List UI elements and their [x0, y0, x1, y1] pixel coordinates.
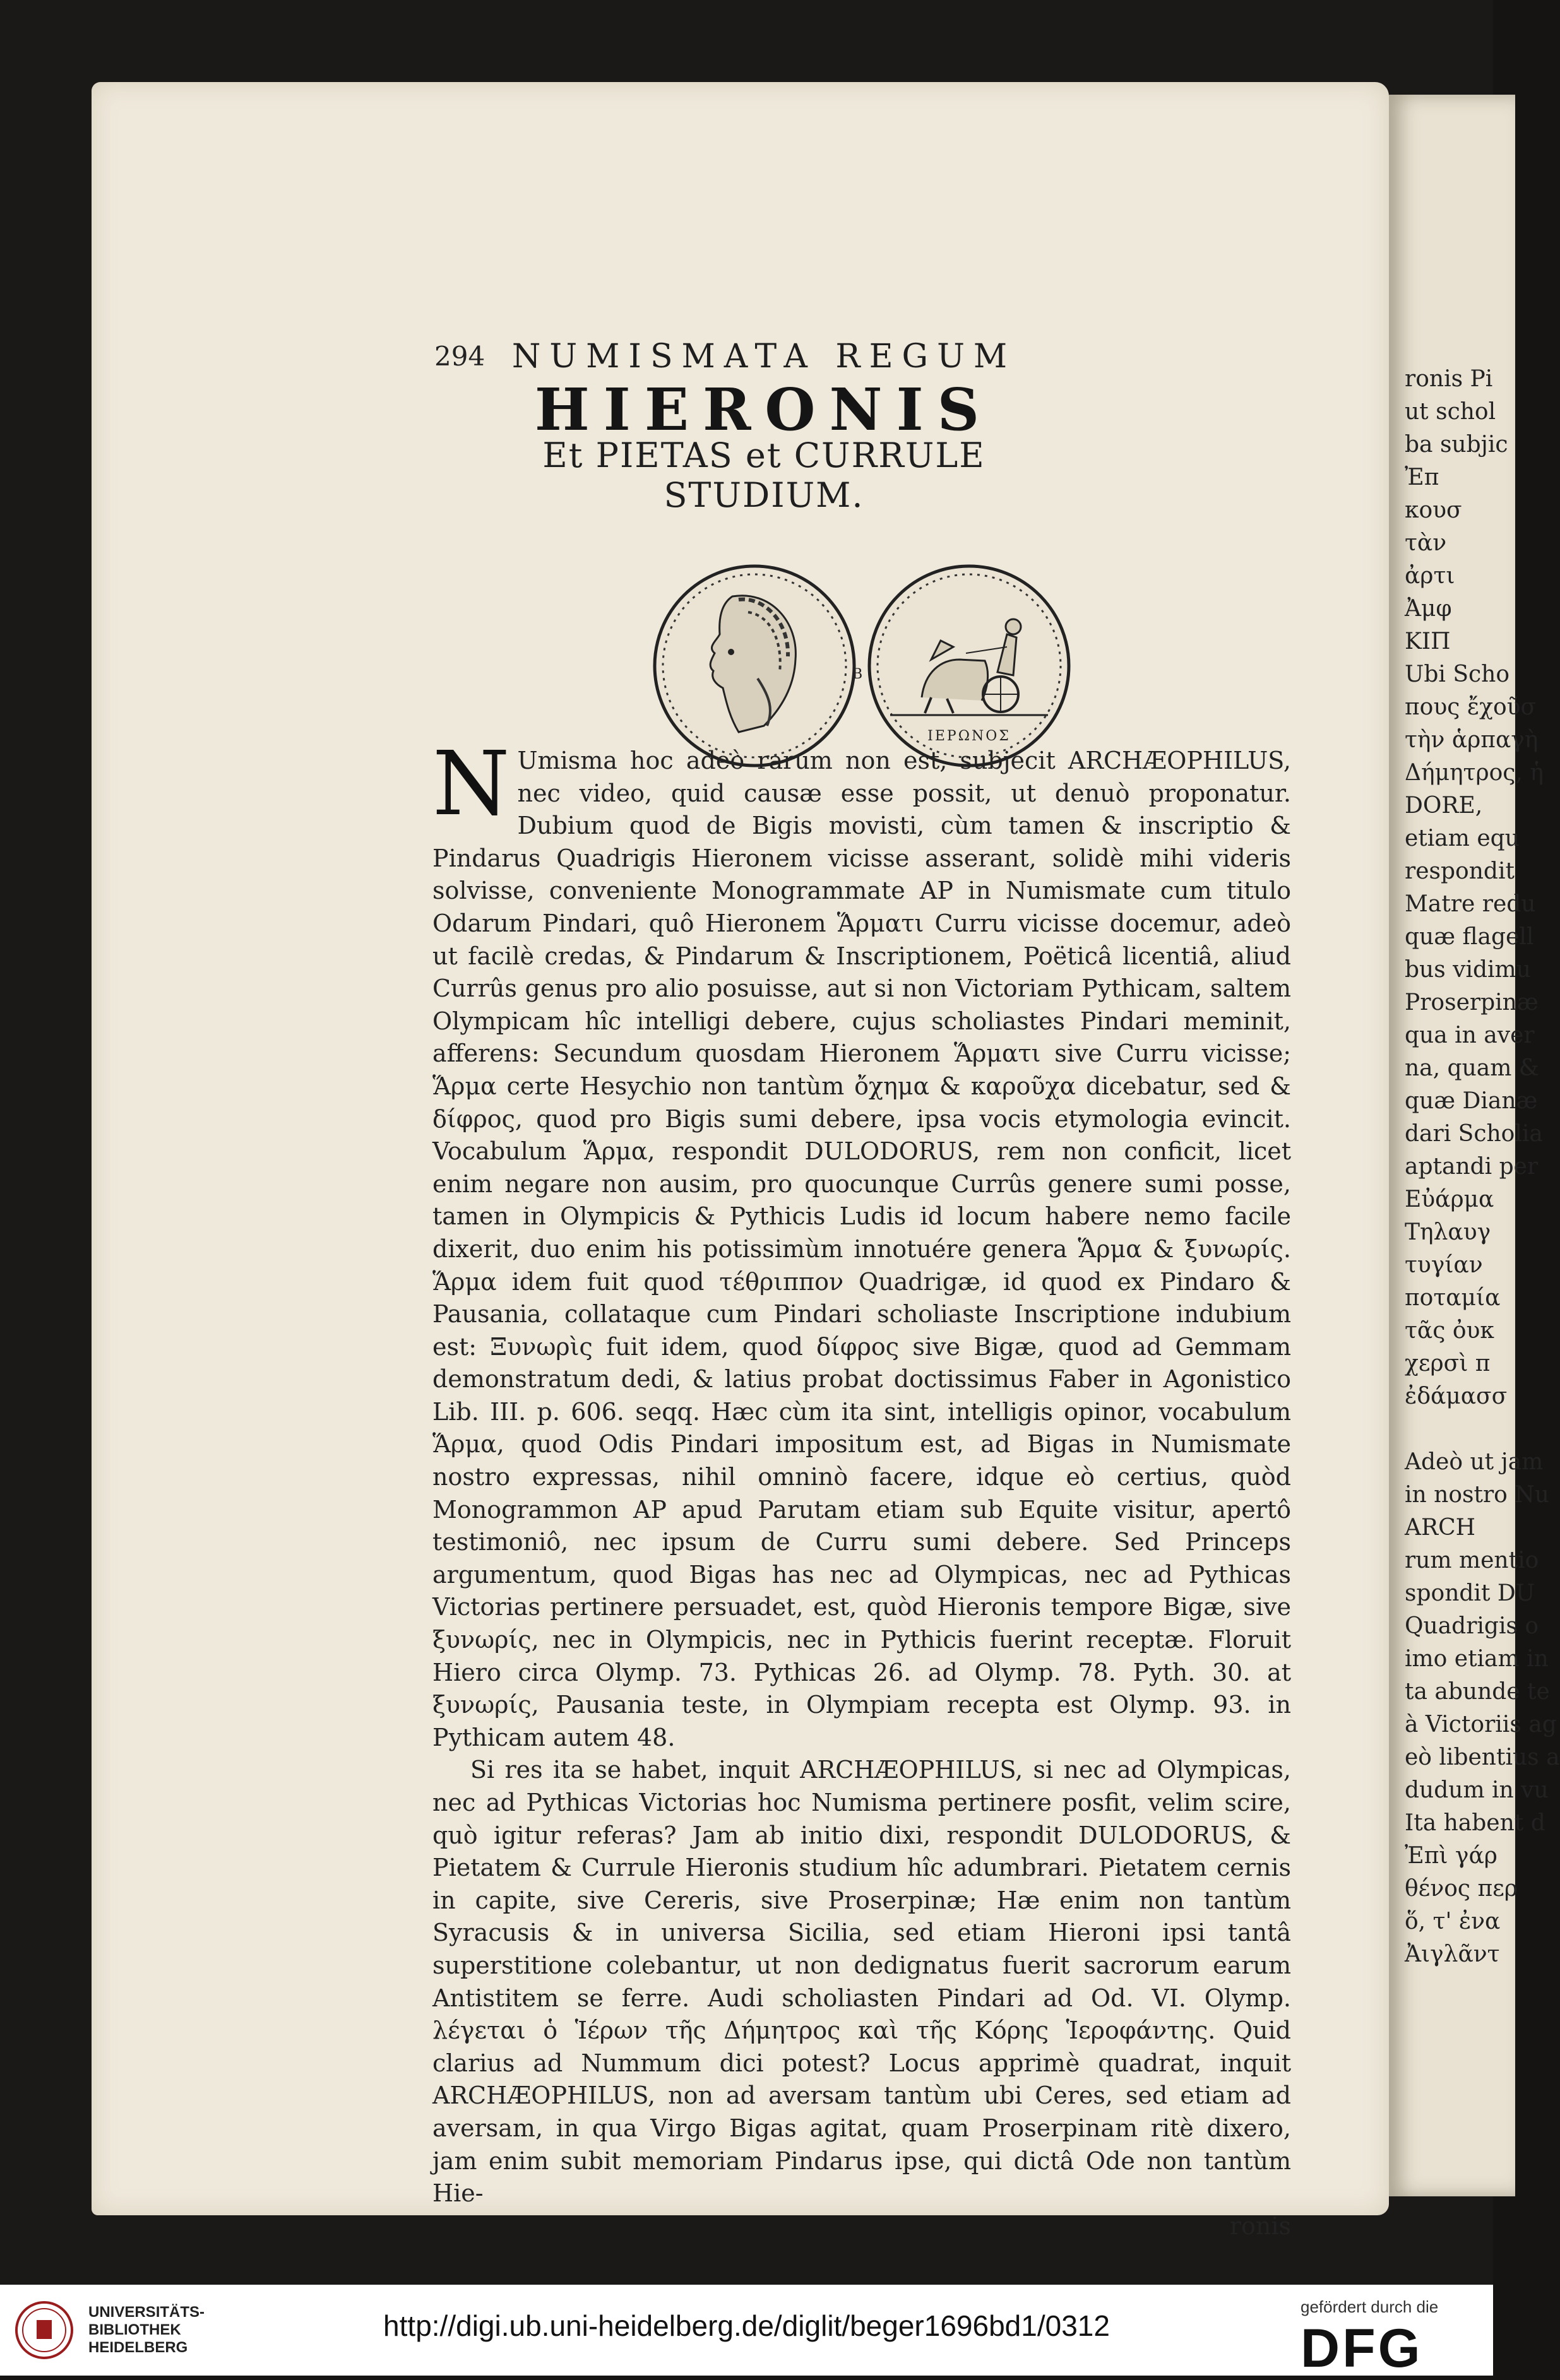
facing-page-line: ba subjic	[1405, 432, 1508, 458]
paragraph-1-text: Umisma hoc adeò rarum non est, subjecit ARCHÆOPHILUS, nec video, quid causæ esse possit, ut denuò proponatur. Dubium quod de Bigis movisti, cùm tamen & inscriptio & Pindarus Quadrigis Hieronem vicisse asserant, solidè mihi videris solvisse, conveniente Monogrammate AP in Numismate cum titulo Odarum Pindari, quô Hieronem Ἅρματι Curru vicisse docemur, adeò ut facilè credas, & Pindarum & Inscriptionem, Poëticâ licentiâ, aliud Currûs genus pro alio posuisse, aut si non Victoriam Pythicam, saltem Olympicam hîc intelligi debere, cujus scholiastes Pindari meminit, afferens: Secundum quosdam Hieronem Ἅρματι sive Curru vicisse; Ἅρμα certe Hesychio non tantùm ὄχημα & καροῦχα dicebatur, sed & δίφρος, quod pro Bigis sumi debere, ipsa vocis etymologia evincit. Vocabulum Ἅρμα, respondit DULODORUS, rem non conficit, licet enim negare non ausim, pro quocunque Currûs genere sumi posse, tamen in Olympicis & Pythicis Ludis id locum habere nemo facile dixerit, duo enim his potissimùm innotuére genera Ἅρμα & ξυνωρίς. Ἅρμα idem fuit quod τέθριππον Quadrigæ, id quod ex Pindaro & Pausania, collataque cum Pindari scholiaste Inscriptione indubium est: Ξυνωρὶς fuit idem, quod δίφρος sive Bigæ, quod ad Gemmam demonstratum dedi, & latius probat doctissimus Faber in Agonistico Lib. III. p. 606. seqq. Hæc cùm ita sint, intelligis opinor, vocabulum Ἅρμα, quod Odis Pindari impositum est, ad Bigas in Numismate nostro expressas, nihil omninò facere, idque eò certius, quòd Monogrammon AP apud Parutam etiam sub Equite visitur, apertô testimoniô, nec ipsum de Curru sumi debere. Sed Princeps argumentum, quod Bigas has nec ad Olympicas, nec ad Pythicas Victorias pertinere persuadet, est, quòd Hieronis tempore Bigæ, sive ξυνωρίς, nec in Olympicis, nec in Pythicis fuerint receptæ. Floruit Hiero circa Olymp. 73. Pythicas 26. ad Olymp. 78. Pyth. 30. at ξυνωρίς, Pausania teste, in Olympiam recepta est Olymp. 93. in Pythicam autem 48.	[432, 747, 1291, 1751]
facing-page-line: dari Scholia	[1405, 1121, 1543, 1147]
facing-page-line: τᾶς ὀυκ	[1405, 1318, 1494, 1344]
facing-page-text	[1405, 363, 1560, 1971]
page-title: HIERONIS	[534, 376, 994, 444]
coin-obverse	[655, 566, 854, 766]
facing-page-line: τὴν ἁρπαγὴ	[1405, 727, 1539, 753]
facing-page-line: ARCH	[1405, 1515, 1476, 1541]
facing-page-line: τὰν	[1405, 530, 1447, 556]
facing-page-line: eò libentius a	[1405, 1744, 1560, 1770]
facing-page-line	[1405, 1413, 1525, 1446]
catchword: ronis	[1229, 2211, 1291, 2240]
facing-page-line: spondit DU	[1405, 1580, 1535, 1606]
institution-line-2: BIBLIOTHEK	[88, 2321, 181, 2338]
facing-page-line: Matre redu	[1405, 891, 1536, 917]
facing-page-line: in nostro Nu	[1405, 1482, 1549, 1508]
facing-page-line: Ἐπὶ γάρ	[1405, 1843, 1497, 1869]
facing-page-line: ἐδάμασσ	[1405, 1383, 1508, 1409]
facing-page-line: etiam equ	[1405, 826, 1520, 851]
facing-page-line: Τηλαυγ	[1405, 1219, 1491, 1245]
facing-page-line: ποταμία	[1405, 1285, 1501, 1311]
facing-page-line: κουσ	[1405, 497, 1462, 523]
facing-page-line: bus vidimu	[1405, 957, 1531, 983]
facing-page-line: ἀρτι	[1405, 563, 1455, 589]
facing-page-line: ronis Pi	[1405, 366, 1493, 392]
facing-page-line: Quadrigis o	[1405, 1613, 1539, 1639]
coin-reverse	[869, 566, 1069, 766]
facing-page-line: rum mentio	[1405, 1548, 1539, 1573]
coin-mark: B	[852, 666, 863, 682]
facing-page-line: θένος περ	[1405, 1876, 1518, 1902]
facing-page-line: dudum in vu	[1405, 1777, 1549, 1803]
facing-page-line: χερσὶ π	[1405, 1351, 1491, 1376]
facing-page-line: ut schol	[1405, 399, 1496, 425]
institution-line-3: HEIDELBERG	[88, 2339, 188, 2356]
facing-page-line: Ἀιγλᾶντ	[1405, 1941, 1500, 1967]
facing-page-line: Δήμητρος, ἡ	[1405, 760, 1544, 786]
facing-page-line: quæ Dianæ	[1405, 1088, 1538, 1114]
facing-page-line: ta abunde te	[1405, 1679, 1550, 1705]
facing-page-line: Ita habent d	[1405, 1810, 1545, 1836]
facing-page-line: Proserpinæ	[1405, 990, 1539, 1015]
facing-page-line: imo etiam in	[1405, 1646, 1549, 1672]
page-subtitle: Et PIETAS et CURRULE STUDIUM.	[542, 435, 985, 515]
facing-page-line: Ἐπ	[1405, 465, 1439, 490]
paragraph-2: Si res ita se habet, inquit ARCHÆOPHILUS, si nec ad Olympicas, nec ad Pythicas Victorias hoc Numisma pertinere posfit, velim scire, quò igitur referas? Jam ab initio dixi, respondit DULODORUS, & Pietatem & Currule Hieronis studium hîc adumbrari. Pietatem cernis in capite, sive Cereris, sive Proserpinæ; Hæ enim non tantùm Syracusis & in universa Sicilia, sed etiam Hieroni ipsi tantâ superstitione colebantur, ut non dedignatus fuerit sacrorum earum Antistitem se ferre. Audi scholiasten Pindari ad Od. VI. Olymp. λέγεται ὁ Ἱέρων τῆς Δήμητρος καὶ τῆς Κόρης Ἱεροφάντης. Quid clarius ad Nummum dici potest? Locus apprimè quadrat, inquit ARCHÆOPHILUS, non ad aversam tantùm ubi Ceres, sed etiam ad aversam, in qua Virgo Bigas agitat, quam Proserpinam ritè dixero, jam enim subit memoriam Pindarus ipse, qui dictâ Ode non tantùm Hie-	[432, 1756, 1291, 2208]
facing-page-line: na, quam &	[1405, 1055, 1539, 1081]
facing-page-line: DORE,	[1405, 793, 1483, 819]
facing-page-line: ὅ, τ' ἐνα	[1405, 1909, 1501, 1934]
facing-page-line: Ἀμφ	[1405, 596, 1452, 622]
dfg-logo: DFG	[1301, 2318, 1423, 2379]
page-number: 294	[434, 341, 485, 372]
viewer-footer	[0, 2285, 1493, 2379]
facing-page-line: Εὐάρμα	[1405, 1187, 1494, 1212]
coin-legend: ΙΕΡΩΝΟΣ	[927, 728, 1011, 744]
institution-line-1: UNIVERSITÄTS-	[88, 2304, 205, 2321]
page-header: NUMISMATA REGUM	[511, 338, 1016, 376]
facing-page-line: quæ flagell	[1405, 924, 1534, 950]
facing-page-line: τυγίαν	[1405, 1252, 1483, 1278]
drop-cap: N	[432, 733, 510, 836]
facing-page-line: πους ἔχοῦσ	[1405, 694, 1537, 720]
facing-page-line: ΚΙΠ	[1405, 629, 1451, 654]
funder-caption: gefördert durch die	[1301, 2297, 1439, 2316]
facing-page-line: aptandi per	[1405, 1154, 1539, 1180]
permalink[interactable]: http://digi.ub.uni-heidelberg.de/diglit/beger1696bd1/0312	[383, 2309, 1110, 2342]
facing-page-line: Ubi Scho	[1405, 661, 1510, 687]
facing-page-line: à Victoriis ag	[1405, 1712, 1557, 1738]
facing-page-line: qua in aver	[1405, 1022, 1535, 1048]
facing-page-line: Adeò ut jam	[1405, 1449, 1544, 1475]
facing-page-line: respondit	[1405, 858, 1515, 884]
